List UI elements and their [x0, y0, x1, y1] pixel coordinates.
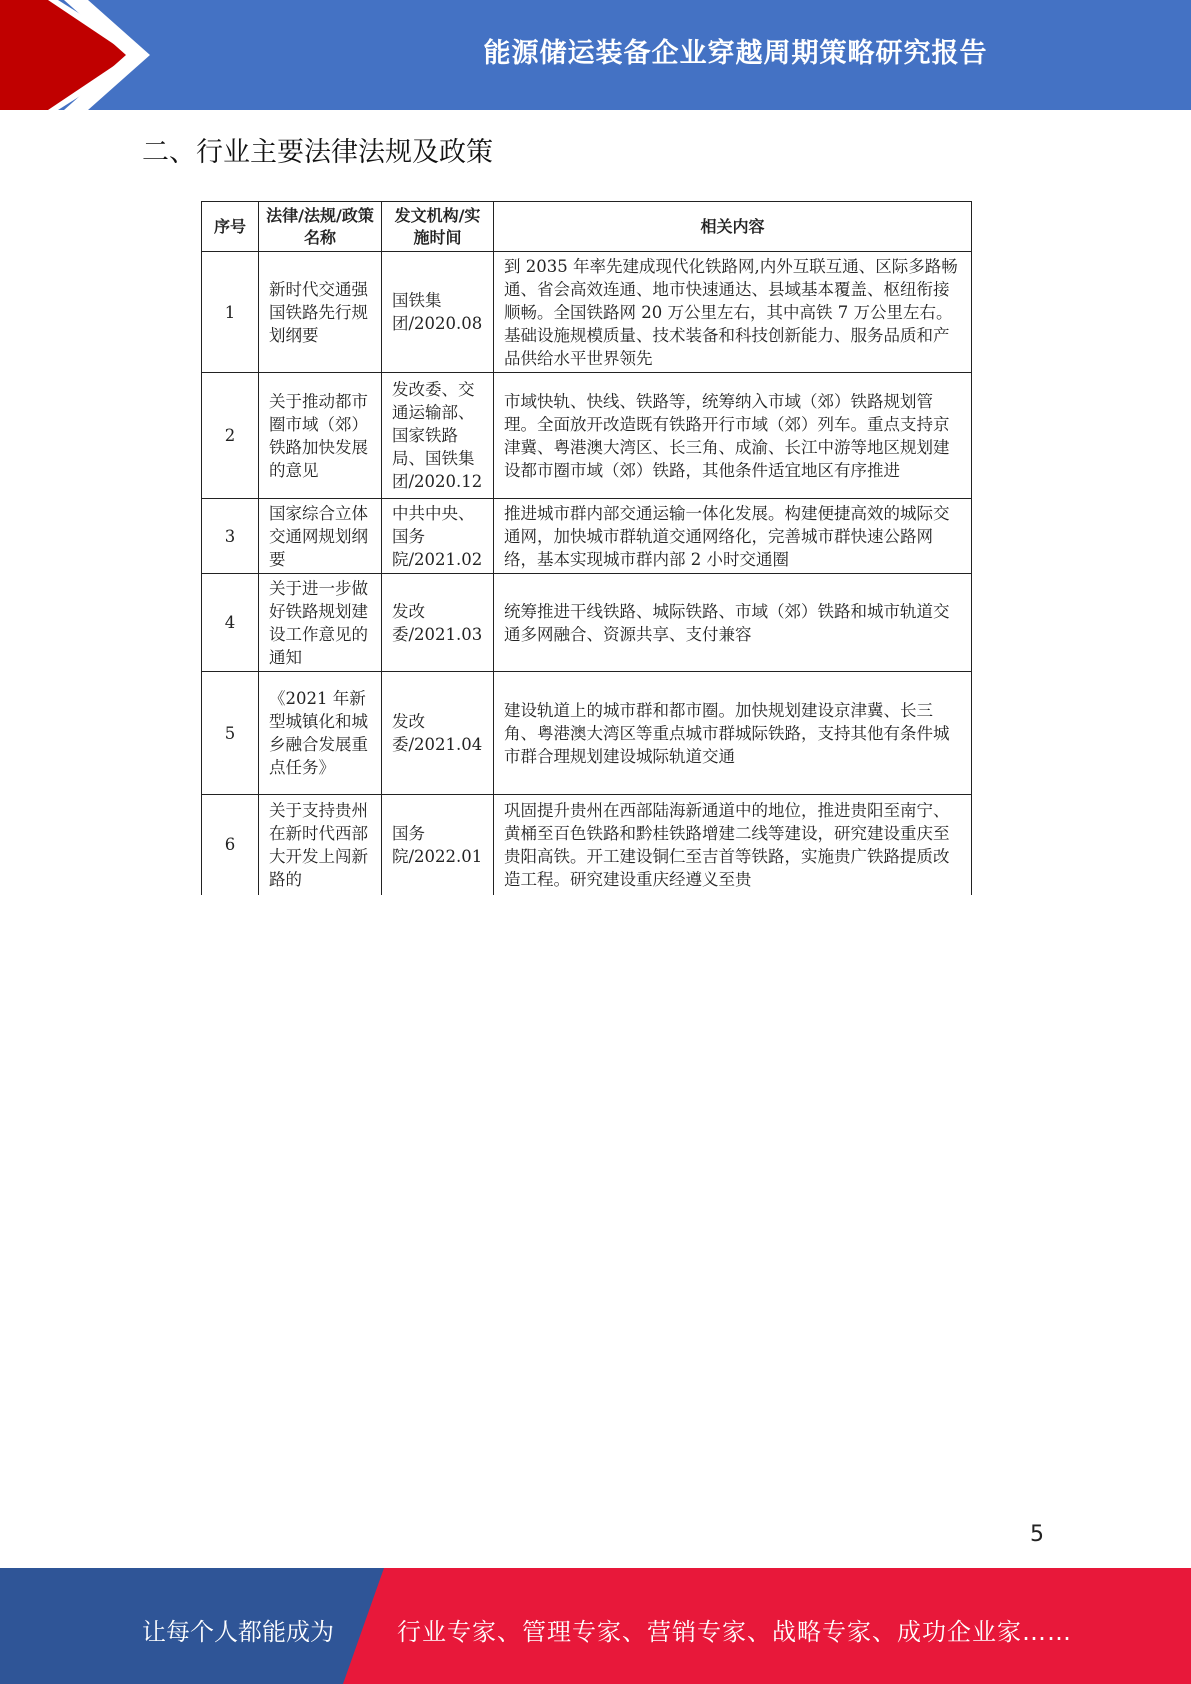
table-row — [202, 252, 972, 373]
table-row — [202, 499, 972, 574]
policy-table — [201, 201, 972, 895]
policy-content: 建设轨道上的城市群和都市圈。加快规划建设京津冀、长三角、粤港澳大湾区等重点城市群城际铁路，支持其他有条件城市群合理规划建设城际轨道交通 — [494, 672, 972, 795]
policy-content: 到 2035 年率先建成现代化铁路网,内外互联互通、区际多路畅通、省会高效连通、地市快速通达、县域基本覆盖、枢纽衔接顺畅。全国铁路网 20 万公里左右，其中高铁 7 万公里左右。基础设施规模质量、技术装备和科技创新能力、服务品质和产品供给水平世界领先 — [494, 252, 972, 373]
footer-slogan-left: 让每个人都能成为 — [142, 1618, 334, 1646]
policy-issuer: 国务院/2022.01 — [382, 795, 494, 895]
policy-content: 市域快轨、快线、铁路等，统筹纳入市域（郊）铁路规划管理。全面放开改造既有铁路开行市域（郊）列车。重点支持京津冀、粤港澳大湾区、长三角、成渝、长江中游等地区规划建设都市圈市域（郊）铁路，其他条件适宜地区有序推进 — [494, 373, 972, 499]
policy-content: 推进城市群内部交通运输一体化发展。构建便捷高效的城际交通网，加快城市群轨道交通网络化，完善城市群快速公路网络，基本实现城市群内部 2 小时交通圈 — [494, 499, 972, 574]
row-number: 1 — [202, 252, 259, 373]
header-banner — [0, 0, 1191, 110]
policy-content: 统筹推进干线铁路、城际铁路、市域（郊）铁路和城市轨道交通多网融合、资源共享、支付兼容 — [494, 574, 972, 672]
page-number: 5 — [1030, 1522, 1044, 1547]
table-row — [202, 373, 972, 499]
table-header-row — [202, 202, 972, 252]
policy-name: 国家综合立体交通网规划纲要 — [259, 499, 382, 574]
table-row — [202, 574, 972, 672]
row-number: 5 — [202, 672, 259, 795]
policy-name: 关于支持贵州在新时代西部大开发上闯新路的 — [259, 795, 382, 895]
header-cell-no: 序号 — [202, 202, 259, 252]
policy-issuer: 发改委/2021.03 — [382, 574, 494, 672]
policy-name: 新时代交通强国铁路先行规划纲要 — [259, 252, 382, 373]
row-number: 4 — [202, 574, 259, 672]
policy-issuer: 发改委、交通运输部、国家铁路局、国铁集团/2020.12 — [382, 373, 494, 499]
report-title: 能源储运装备企业穿越周期策略研究报告 — [483, 37, 988, 69]
policy-issuer: 中共中央、国务院/2021.02 — [382, 499, 494, 574]
row-number: 6 — [202, 795, 259, 895]
policy-name: 关于推动都市圈市域（郊）铁路加快发展的意见 — [259, 373, 382, 499]
row-number: 3 — [202, 499, 259, 574]
header-cell-content: 相关内容 — [494, 202, 972, 252]
policy-content: 巩固提升贵州在西部陆海新通道中的地位，推进贵阳至南宁、黄桶至百色铁路和黔桂铁路增建二线等建设，研究建设重庆至贵阳高铁。开工建设铜仁至吉首等铁路，实施贵广铁路提质改造工程。研究建设重庆经遵义至贵 — [494, 795, 972, 895]
row-number: 2 — [202, 373, 259, 499]
policy-name: 关于进一步做好铁路规划建设工作意见的通知 — [259, 574, 382, 672]
section-heading: 二、行业主要法律法规及政策 — [142, 137, 493, 168]
header-cell-issuer: 发文机构/实施时间 — [382, 202, 494, 252]
policy-issuer: 发改委/2021.04 — [382, 672, 494, 795]
footer-slogan-right: 行业专家、管理专家、营销专家、战略专家、成功企业家…… — [397, 1618, 1072, 1646]
table-row — [202, 672, 972, 795]
policy-issuer: 国铁集团/2020.08 — [382, 252, 494, 373]
footer-banner — [0, 1568, 1191, 1684]
policy-name: 《2021 年新型城镇化和城乡融合发展重点任务》 — [259, 672, 382, 795]
table-row — [202, 795, 972, 895]
header-cell-name: 法律/法规/政策名称 — [259, 202, 382, 252]
